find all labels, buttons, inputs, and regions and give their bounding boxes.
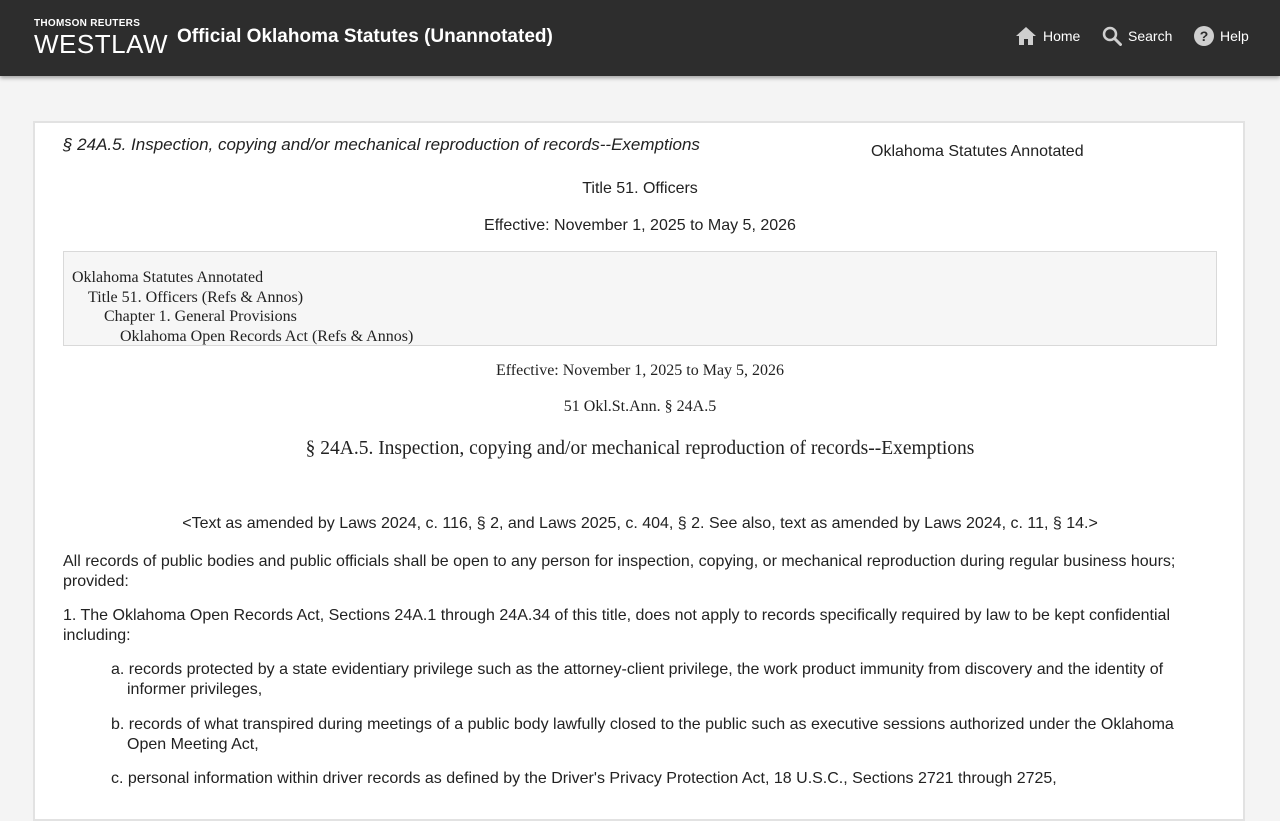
top-bar <box>0 0 1280 76</box>
title-line: Title 51. Officers <box>582 180 698 197</box>
brand-top-text: THOMSON REUTERS <box>34 18 141 29</box>
help-label: Help <box>1220 28 1249 44</box>
breadcrumb-item[interactable]: Title 51. Officers (Refs & Annos) <box>88 288 304 306</box>
breadcrumb-item[interactable]: Oklahoma Open Records Act (Refs & Annos) <box>120 327 414 345</box>
document-panel <box>33 121 1245 821</box>
help-link[interactable] <box>1194 26 1249 46</box>
breadcrumb-item[interactable]: Oklahoma Statutes Annotated <box>72 269 264 286</box>
amendment-note: <Text as amended by Laws 2024, c. 116, § 2, and Laws 2025, c. 404, § 2. See also, text as amended by Laws 2024, c. 11, § 14.> <box>182 515 1098 532</box>
home-icon <box>1015 26 1037 46</box>
effective-date: Effective: November 1, 2025 to May 5, 2026 <box>484 217 796 234</box>
help-icon <box>1194 26 1214 46</box>
document-source: Oklahoma Statutes Annotated <box>871 143 1084 160</box>
product-title: Official Oklahoma Statutes (Unannotated) <box>177 26 553 47</box>
westlaw-logo[interactable] <box>34 18 168 58</box>
search-label: Search <box>1128 28 1173 44</box>
document-heading: § 24A.5. Inspection, copying and/or mechanical reproduction of records--Exemptions <box>63 135 700 154</box>
paragraph-1c: c. personal information within driver records as defined by the Driver's Privacy Protection Act, 18 U.S.C., Sections 2721 through 2725, <box>111 770 1057 787</box>
paragraph-1a: a. records protected by a state evidentiary privilege such as the attorney-client privilege, the work product immunity from discovery and the identity of informer privileges, <box>111 661 1164 698</box>
home-link[interactable] <box>1015 26 1080 46</box>
effective-date-secondary: Effective: November 1, 2025 to May 5, 2026 <box>495 362 785 379</box>
breadcrumb <box>63 251 1217 346</box>
breadcrumb-item[interactable]: Chapter 1. General Provisions <box>104 308 297 325</box>
brand-main-text: WESTLAW <box>34 29 168 59</box>
home-label: Home <box>1043 28 1081 44</box>
paragraph-intro: All records of public bodies and public officials shall be open to any person for inspection, copying, or mechanical reproduction during regular business hours; provided: <box>63 553 1176 590</box>
section-title: § 24A.5. Inspection, copying and/or mechanical reproduction of records--Exemptions <box>305 438 975 459</box>
search-icon <box>1102 26 1122 46</box>
svg-text:?: ? <box>1199 28 1209 44</box>
paragraph-1b: b. records of what transpired during meetings of a public body lawfully closed to the public such as executive sessions authorized under the Oklahoma Open Meeting Act, <box>111 716 1174 753</box>
paragraph-1: 1. The Oklahoma Open Records Act, Sections 24A.1 through 24A.34 of this title, does not apply to records specifically required by law to be kept confidential including: <box>63 607 1170 644</box>
citation: 51 Okl.St.Ann. § 24A.5 <box>563 398 717 415</box>
search-link[interactable] <box>1102 26 1172 46</box>
